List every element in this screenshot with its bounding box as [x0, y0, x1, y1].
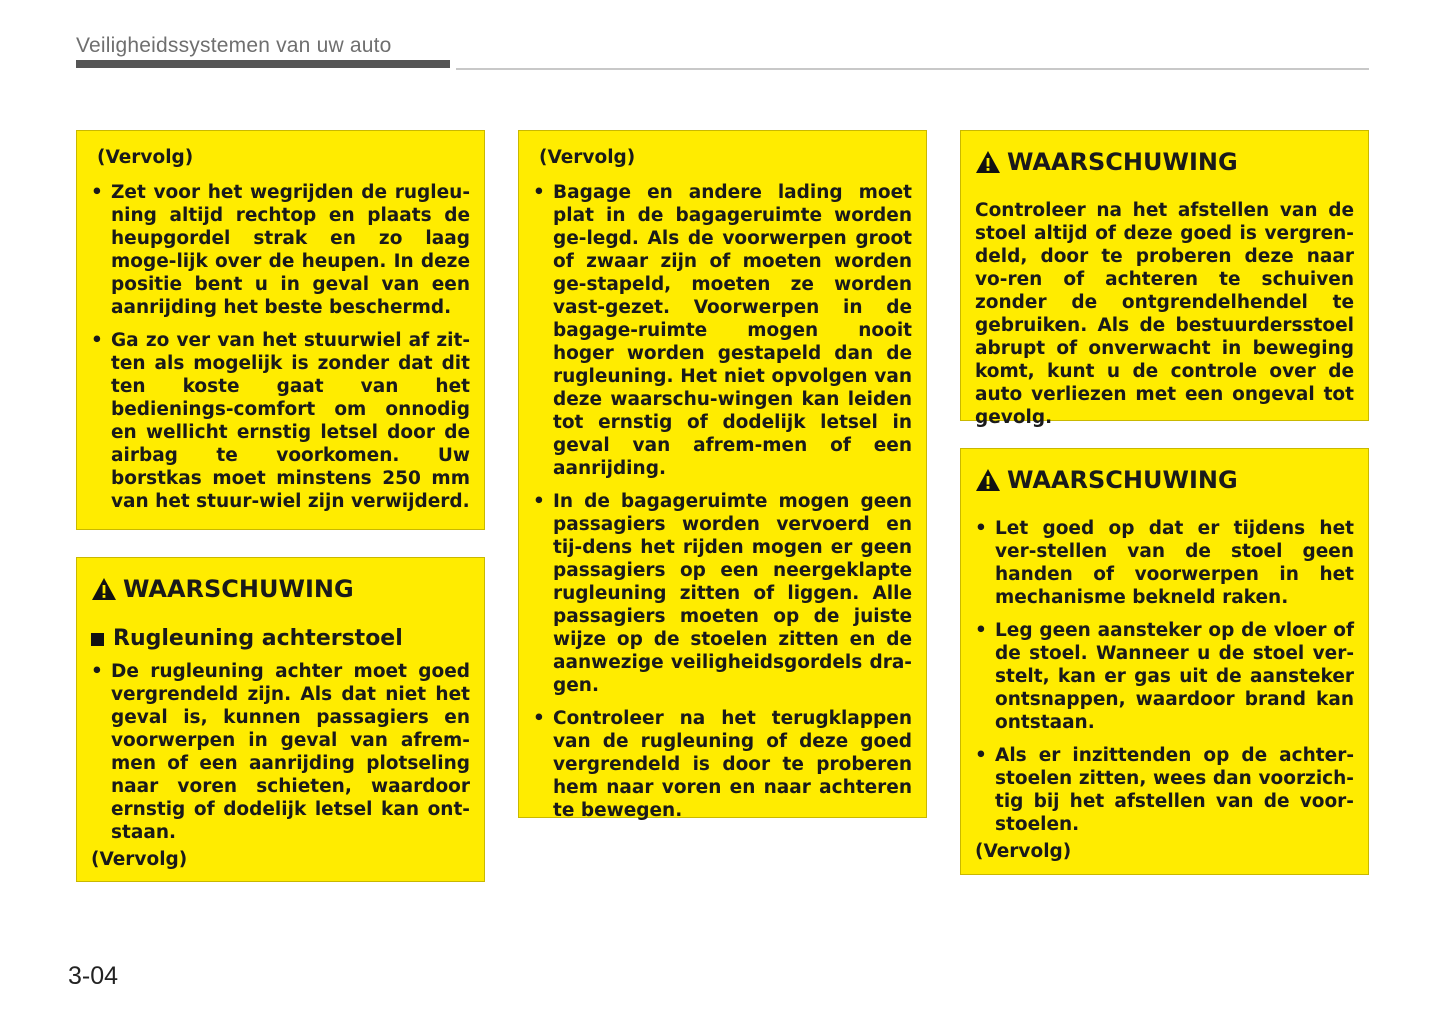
warning-title: WAARSCHUWING [1007, 466, 1238, 494]
bullet-list [91, 660, 470, 844]
continued-label-top: (Vervolg) [97, 147, 194, 168]
bullet-list [91, 181, 470, 513]
warning-title: WAARSCHUWING [123, 575, 354, 603]
list-item: • Als er inzittenden op de achter-stoelen zitten, wees dan voorzich-tig bij het afstellen van de voor-stoelen. [975, 744, 1354, 836]
list-item: • Bagage en andere lading moet plat in de bagageruimte worden ge-legd. Als de voorwerpen groot of zwaar zijn of moeten worden ge-stapeld, moeten ze worden vast-gezet. Voorwerpen in de bagage-ruimte mogen nooit hoger worden gestapeld dan de rugleuning. Het niet opvolgen van deze waarschu-wingen kan leiden tot ernstig of dodelijk letsel in geval van afrem-men of een aanrijding. [533, 181, 912, 480]
col1-continued-box [76, 130, 485, 530]
header-rule [456, 68, 1369, 70]
list-item: • De rugleuning achter moet goed vergrendeld zijn. Als dat niet het geval is, kunnen passagiers en voorwerpen in geval van afrem-men of een aanrijding plotseling naar voren schieten, waardoor ernstig of dodelijk letsel kan ont-staan. [91, 660, 470, 844]
header-title: Veiligheidssystemen van uw auto [76, 34, 392, 57]
continued-label-bottom: (Vervolg) [975, 841, 1072, 862]
bullet-list [533, 181, 912, 822]
list-item: • Leg geen aansteker op de vloer of de stoel. Wanneer u de stoel ver-stelt, kan er gas uit de aansteker ontsnappen, waardoor brand kan ontstaan. [975, 619, 1354, 734]
col3-warning-box-1 [960, 130, 1369, 428]
square-bullet-icon [91, 633, 104, 646]
warning-triangle-icon [975, 468, 1001, 492]
warning-heading [91, 574, 470, 604]
warning-title: WAARSCHUWING [1007, 148, 1238, 176]
warning-heading [975, 465, 1354, 495]
col1-warning-box [76, 557, 485, 882]
list-item: • Let goed op dat er tijdens het ver-stellen van de stoel geen handen of voorwerpen in het mechanisme bekneld raken. [975, 517, 1354, 609]
continued-label-bottom: (Vervolg) [91, 849, 188, 870]
warning-triangle-icon [975, 150, 1001, 174]
list-item: • In de bagageruimte mogen geen passagiers worden vervoerd en tij-dens het rijden mogen er geen passagiers op een neergeklapte rugleuning zitten of liggen. Alle passagiers moeten op de juiste wijze op de stoelen zitten en de aanwezige veiligheidsgordels dra-gen. [533, 490, 912, 697]
section-subheading [91, 626, 470, 652]
continued-label-top: (Vervolg) [539, 147, 636, 168]
page-number: 3-04 [68, 962, 119, 990]
list-item: • Ga zo ver van het stuurwiel af zit-ten als mogelijk is zonder dat dit ten koste gaat van het bedienings-comfort om onnodig en wellicht ernstig letsel door de airbag te voorkomen. Uw borstkas moet minstens 250 mm van het stuur-wiel zijn verwijderd. [91, 329, 470, 513]
col3-warning-box-2 [960, 448, 1369, 875]
warning-heading [975, 147, 1354, 177]
bullet-list [975, 517, 1354, 836]
list-item: • Zet voor het wegrijden de rugleu-ning altijd rechtop en plaats de heupgordel strak en zo laag moge-lijk over de heupen. In deze positie bent u in geval van een aanrijding het beste beschermd. [91, 181, 470, 319]
header-bar-dark [76, 60, 450, 68]
col2-continued-box [518, 130, 927, 821]
warning-paragraph: Controleer na het afstellen van de stoel altijd of deze goed is vergren-deld, door te proberen deze naar vo-ren of achteren te schuiven zonder de ontgrendelhendel te gebruiken. Als de bestuurdersstoel abrupt of onverwacht in beweging komt, kunt u de controle over de auto verliezen met een ongeval tot gevolg. [975, 200, 1354, 428]
subheading-text: Rugleuning achterstoel [113, 626, 403, 651]
warning-triangle-icon [91, 577, 117, 601]
list-item: • Controleer na het terugklappen van de rugleuning of deze goed vergrendeld is door te proberen hem naar voren en naar achteren te bewegen. [533, 707, 912, 822]
